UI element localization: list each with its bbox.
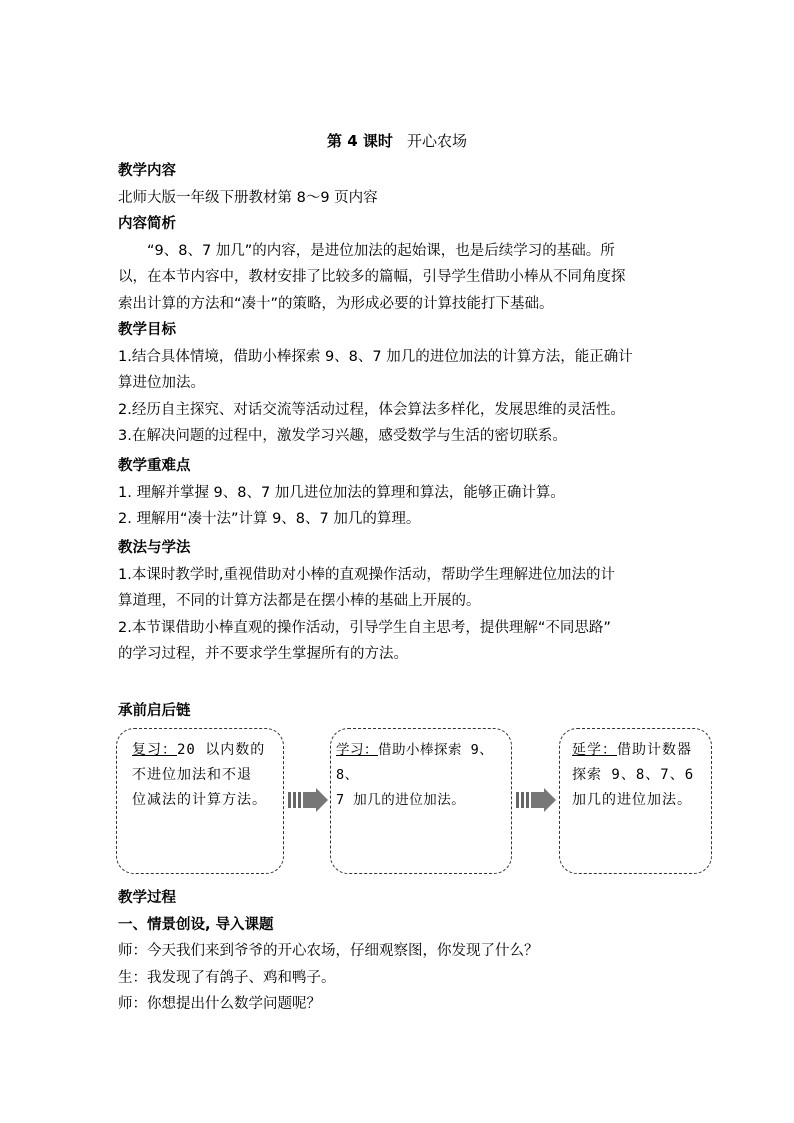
brief-line: 索出计算的方法和“凑十”的策略，为形成必要的计算技能打下基础。	[118, 295, 554, 312]
goals-heading: 教学目标	[118, 322, 176, 338]
review-line: 不进位加法和不退	[132, 767, 252, 783]
process-heading: 教学过程	[118, 890, 176, 906]
extend-line: 探索 9、8、7、6	[572, 767, 695, 783]
review-line: 20 以内数的	[177, 742, 266, 758]
content-heading: 教学内容	[118, 163, 176, 179]
learn-line: 7 加几的进位加法。	[336, 792, 466, 808]
method-line: 算道理，不同的计算方法都是在摆小棒的基础上开展的。	[118, 593, 481, 609]
keypoints-section	[118, 453, 683, 533]
dialogue-line: 生：我发现了有鸽子、鸡和鸭子。	[118, 969, 336, 986]
brief-section	[118, 211, 683, 317]
learn-line: 借助小棒探索 9、8、	[336, 742, 494, 783]
keypoint-line: 2. 理解用“凑十法”计算 9、8、7 加几的算理。	[118, 511, 421, 527]
content-section	[118, 158, 683, 211]
process-section	[118, 885, 683, 1018]
dialogue-line: 师：你想提出什么数学问题呢？	[118, 996, 321, 1012]
methods-section	[118, 535, 683, 668]
brief-line: “9、8、7 加几”的内容，是进位加法的起始课，也是后续学习的基础。所	[147, 242, 615, 259]
method-line: 的学习过程，并不要求学生掌握所有的方法。	[118, 646, 408, 662]
review-label: 复习：	[132, 742, 177, 758]
extend-text	[572, 738, 708, 813]
keypoint-line: 1. 理解并掌握 9、8、7 加几进位加法的算理和算法，能够正确计算。	[118, 484, 565, 501]
learn-text	[336, 738, 514, 813]
goals-section	[118, 317, 683, 450]
lesson-name: 开心农场	[406, 132, 467, 150]
arrow-right-icon	[288, 788, 328, 816]
chain-heading: 承前启后链	[118, 703, 191, 719]
extend-line: 借助计数器	[617, 742, 692, 758]
extend-label: 延学：	[572, 742, 617, 758]
keypoints-heading: 教学重难点	[118, 458, 191, 474]
method-line: 2.本节课借助小棒直观的操作活动，引导学生自主思考，提供理解“不同思路”	[118, 619, 611, 636]
learn-label: 学习：	[336, 742, 378, 758]
goal-line: 2.经历自主探究、对话交流等活动过程，体会算法多样化，发展思维的灵活性。	[118, 401, 625, 418]
goal-line: 1.结合具体情境，借助小棒探索 9、8、7 加几的进位加法的计算方法，能正确计	[118, 348, 633, 365]
goal-line: 算进位加法。	[118, 375, 205, 391]
lesson-number: 第 4 课时	[327, 132, 393, 150]
process-section-title: 一、情景创设, 导入课题	[118, 916, 274, 933]
extend-line: 加几的进位加法。	[572, 792, 692, 808]
methods-heading: 教法与学法	[118, 540, 191, 556]
arrow-right-icon	[516, 788, 556, 816]
dialogue-line: 师：今天我们来到爷爷的开心农场，仔细观察图，你发现了什么？	[118, 943, 539, 959]
review-text	[132, 738, 282, 813]
method-line: 1.本课时教学时,重视借助对小棒的直观操作活动，帮助学生理解进位加法的计	[118, 566, 615, 583]
brief-line: 以，在本节内容中，教材安排了比较多的篇幅，引导学生借助小棒从不同角度探	[118, 269, 626, 285]
brief-heading: 内容简析	[118, 216, 176, 232]
goal-line: 3.在解决问题的过程中，激发学习兴趣，感受数学与生活的密切联系。	[118, 428, 567, 444]
review-line: 位减法的计算方法。	[132, 792, 267, 808]
content-text: 北师大版一年级下册教材第 8～9 页内容	[118, 189, 378, 206]
lesson-title	[0, 130, 794, 151]
